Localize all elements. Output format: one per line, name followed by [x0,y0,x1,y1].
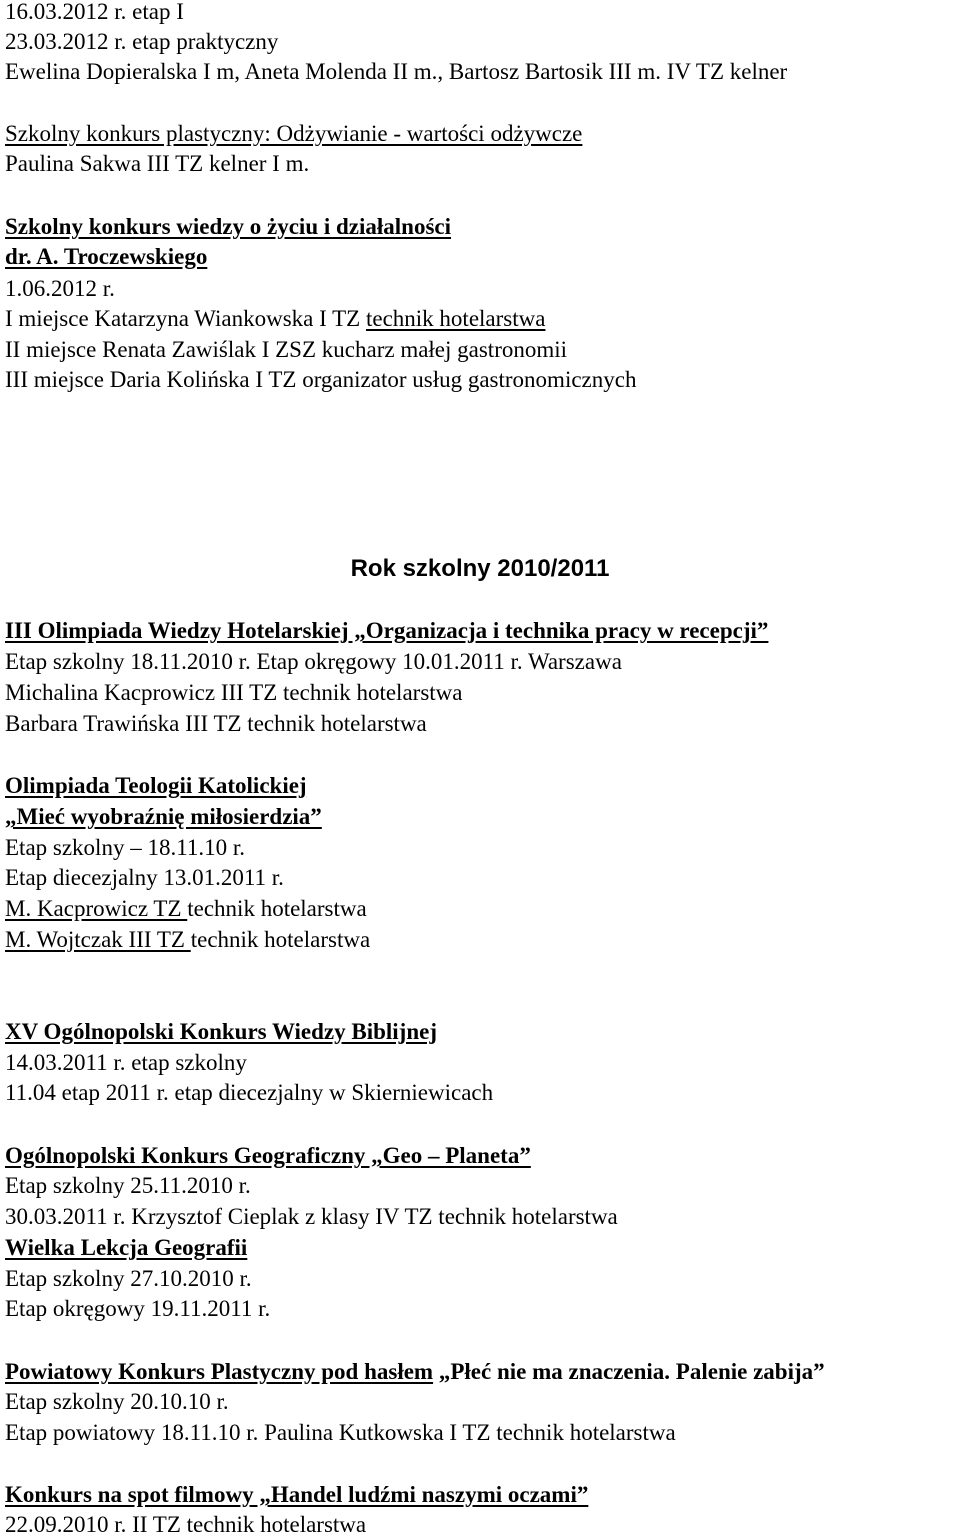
contest-title: Ogólnopolski Konkurs Geograficzny „Geo – Planeta” [5,1143,531,1168]
contest-title [5,1357,825,1387]
text-line: 22.09.2010 r. II TZ technik hotelarstwa [5,1512,367,1537]
text-line: Ewelina Dopieralska I m, Aneta Molenda II m., Bartosz Bartosik III m. IV TZ kelner [5,59,788,84]
text-line: 23.03.2012 r. etap praktyczny [5,29,279,54]
contest-title: Szkolny konkurs plastyczny: Odżywianie - wartości odżywcze [5,121,583,146]
contest-title: III Olimpiada Wiedzy Hotelarskiej „Organizacja i technika pracy w recepcji” [5,618,769,643]
text-line [5,925,370,955]
text-line: Barbara Trawińska III TZ technik hotelarstwa [5,711,427,736]
text-line: Paulina Sakwa III TZ kelner I m. [5,151,310,176]
text-span: I miejsce Katarzyna Wiankowska I TZ [5,306,366,331]
text-span: technik hotelarstwa [187,896,367,921]
text-line: 16.03.2012 r. etap I [5,0,184,24]
text-line: III miejsce Daria Kolińska I TZ organizator usług gastronomicznych [5,367,637,392]
text-line: II miejsce Renata Zawiślak I ZSZ kucharz małej gastronomii [5,337,568,362]
contest-title: Wielka Lekcja Geografii [5,1235,248,1260]
text-span: technik hotelarstwa [365,306,546,331]
text-line: 1.06.2012 r. [5,276,115,301]
contest-title: Olimpiada Teologii Katolickiej [5,773,307,798]
text-line: Etap diecezjalny 13.01.2011 r. [5,865,284,890]
contest-title: XV Ogólnopolski Konkurs Wiedzy Biblijnej [5,1019,438,1044]
text-line [5,894,367,924]
text-span: technik hotelarstwa [190,927,371,952]
text-line: Etap szkolny 20.10.10 r. [5,1389,229,1414]
text-line: Etap szkolny 18.11.2010 r. Etap okręgowy 10.01.2011 r. Warszawa [5,649,622,674]
text-line: Etap powiatowy 18.11.10 r. Paulina Kutkowska I TZ technik hotelarstwa [5,1420,676,1445]
text-span: M. Kacprowicz TZ [5,896,188,921]
text-line: Michalina Kacprowicz III TZ technik hotelarstwa [5,680,463,705]
section-heading: Rok szkolny 2010/2011 [350,555,610,582]
contest-subtitle: „Mieć wyobraźnię miłosierdzia” [5,804,322,829]
text-span: M. Wojtczak III TZ [5,927,191,952]
text-line: 11.04 etap 2011 r. etap diecezjalny w Skierniewicach [5,1080,494,1105]
text-line: Etap szkolny – 18.11.10 r. [5,835,245,860]
text-span: Powiatowy Konkurs Plastyczny pod hasłem [5,1359,434,1384]
contest-title: dr. A. Troczewskiego [5,244,208,269]
text-line: 30.03.2011 r. Krzysztof Cieplak z klasy IV TZ technik hotelarstwa [5,1204,618,1229]
contest-title: Konkurs na spot filmowy „Handel ludźmi naszymi oczami” [5,1482,589,1507]
text-line: Etap szkolny 27.10.2010 r. [5,1266,252,1291]
contest-title: Szkolny konkurs wiedzy o życiu i działalności [5,214,452,239]
text-line: Etap szkolny 25.11.2010 r. [5,1173,251,1198]
text-line: 14.03.2011 r. etap szkolny [5,1050,247,1075]
text-line [5,304,545,334]
text-span: „Płeć nie ma znaczenia. Palenie zabija” [433,1359,825,1384]
text-line: Etap okręgowy 19.11.2011 r. [5,1296,271,1321]
